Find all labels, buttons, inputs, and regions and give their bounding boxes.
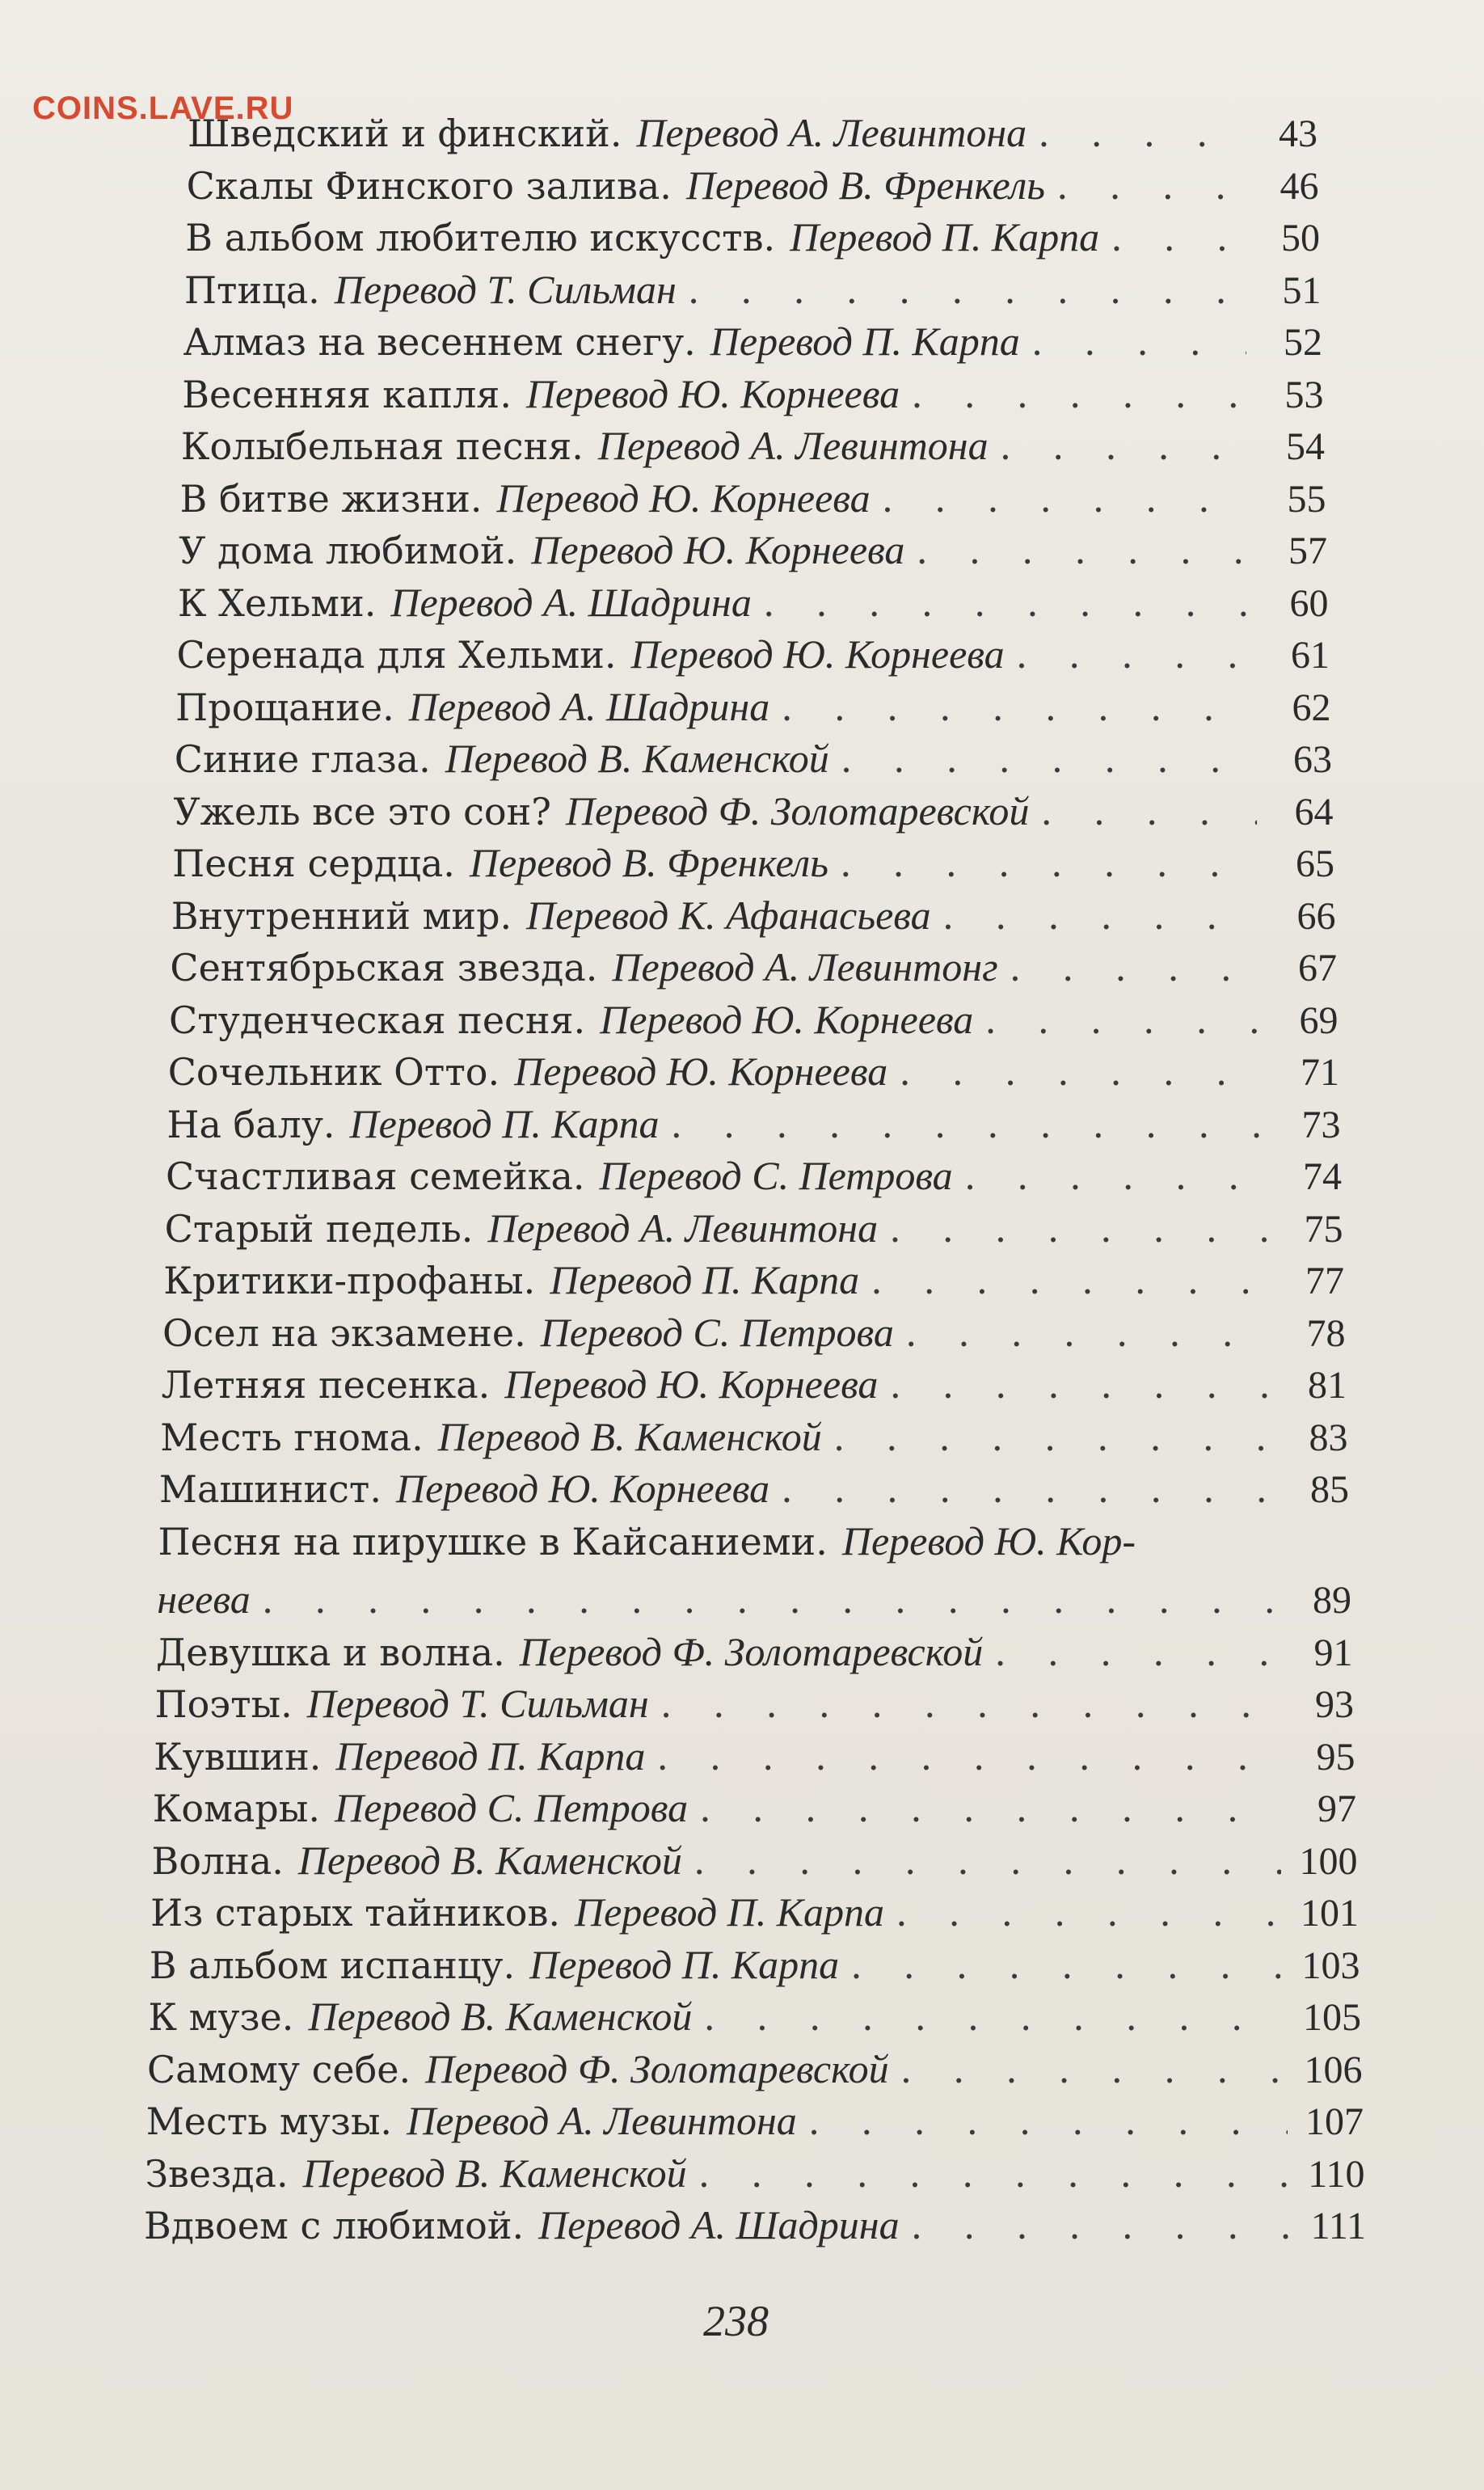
- toc-entry-title: Песня сердца.: [172, 842, 455, 885]
- dot-leader: [840, 841, 1258, 886]
- toc-entry-page: 57: [1288, 530, 1327, 572]
- toc-entry: [168, 1049, 1339, 1094]
- toc-entry-page: 101: [1300, 1892, 1359, 1935]
- dot-leader: [964, 1154, 1266, 1199]
- dot-leader: [889, 1206, 1267, 1251]
- toc-entry-title: Кувшин.: [154, 1734, 322, 1779]
- toc-entry-translator: Перевод А. Левинтона: [407, 2098, 797, 2143]
- toc-entry-title: Сочельник Отто.: [167, 1050, 500, 1094]
- toc-entry-page: 46: [1280, 164, 1319, 208]
- dot-leader: [656, 1734, 1279, 1779]
- toc-entry: [144, 2202, 1366, 2247]
- toc-entry-title: Весенняя капля.: [182, 372, 512, 416]
- dot-leader: [1040, 789, 1257, 834]
- toc-entry-translator: Перевод К. Афанасьева: [526, 892, 931, 938]
- toc-entry-page: 93: [1315, 1683, 1354, 1726]
- dot-leader: [1016, 632, 1254, 677]
- dot-leader: [808, 2099, 1288, 2144]
- toc-entry-page: 107: [1305, 2100, 1364, 2143]
- toc-entry-page: 100: [1299, 1839, 1358, 1883]
- toc-entry-page: 103: [1301, 1943, 1360, 1987]
- toc-entry-translator: Перевод А. Шадрина: [408, 683, 770, 729]
- toc-entry-translator: Перевод П. Карпа: [529, 1941, 840, 1987]
- dot-leader: [841, 736, 1256, 782]
- toc-entry: [160, 1414, 1347, 1459]
- toc-entry-page: 110: [1308, 2152, 1365, 2196]
- dot-leader: [1010, 945, 1261, 990]
- toc-entry-translator: Перевод П. Карпа: [349, 1100, 660, 1146]
- toc-entry-translator: Перевод П. Карпа: [550, 1257, 860, 1302]
- dot-leader: [262, 1577, 1275, 1623]
- dot-leader: [889, 1362, 1271, 1407]
- toc-entry-translator: Перевод С. Петрова: [334, 1785, 689, 1830]
- toc-entry-title: Шведский и финский.: [188, 112, 622, 155]
- toc-entry-translator: Перевод В. Каменской: [297, 1837, 682, 1883]
- toc-entry-page: 81: [1307, 1364, 1347, 1407]
- toc-entry-title: Девушка и волна.: [155, 1630, 505, 1674]
- toc-entry: [172, 840, 1334, 885]
- dot-leader: [1000, 424, 1249, 469]
- dot-leader: [703, 1994, 1285, 2040]
- toc-entry-title: Самому себе.: [147, 2047, 411, 2091]
- toc-entry: [162, 1361, 1347, 1407]
- toc-entry: [170, 944, 1337, 990]
- toc-entry: [171, 893, 1336, 938]
- dot-leader: [698, 2151, 1289, 2197]
- dot-leader: [671, 1102, 1265, 1147]
- toc-entry: [159, 1466, 1349, 1511]
- page-number: 238: [703, 2297, 769, 2345]
- toc-entry-page: 67: [1297, 947, 1337, 990]
- toc-entry-title: В альбом испанцу.: [149, 1943, 516, 1987]
- toc-entry: [185, 214, 1320, 260]
- toc-entry: [156, 1629, 1353, 1674]
- toc-entry-translator: Перевод В. Каменской: [437, 1413, 822, 1459]
- toc-entry-translator: Перевод С. Петрова: [540, 1309, 894, 1355]
- toc-entry: [162, 1310, 1346, 1355]
- toc-entry-page: 73: [1301, 1103, 1341, 1146]
- toc-entry: [181, 423, 1325, 468]
- toc-entry: [169, 997, 1338, 1042]
- toc-entry-page: 105: [1302, 1996, 1361, 2039]
- dot-leader: [781, 685, 1254, 730]
- toc-entry: [150, 1942, 1360, 1987]
- toc-entry-title: Машинист.: [158, 1467, 382, 1511]
- toc-entry-translator: Перевод П. Карпа: [790, 214, 1100, 260]
- dot-leader: [699, 1786, 1280, 1831]
- toc-entry-translator: Перевод Ю. Корнеева: [514, 1049, 888, 1094]
- dot-leader: [694, 1838, 1282, 1884]
- toc-entry-title: Волна.: [151, 1838, 284, 1883]
- toc-entry-page: 97: [1317, 1787, 1356, 1830]
- toc-entry: [173, 788, 1333, 834]
- toc-entry: [148, 1994, 1361, 2039]
- toc-entry: [155, 1681, 1355, 1726]
- dot-leader: [833, 1415, 1272, 1460]
- toc-entry-page: 51: [1282, 268, 1322, 312]
- toc-entry: [180, 475, 1326, 521]
- toc-entry-translator: Перевод В. Френкель: [685, 162, 1046, 208]
- toc-entry-translator: Перевод В. Каменской: [445, 736, 829, 781]
- toc-entry-translator: Перевод Ю. Корнеева: [396, 1466, 770, 1511]
- toc-entry-title: Летняя песенка.: [161, 1363, 491, 1407]
- toc-entry-title: На балу.: [167, 1102, 335, 1146]
- dot-leader: [900, 2047, 1287, 2092]
- toc-entry-title: Птица.: [183, 268, 320, 312]
- toc-entry: [183, 319, 1322, 364]
- toc-entry-title: Звезда.: [145, 2151, 289, 2196]
- dot-leader: [871, 1258, 1268, 1303]
- toc-entry-page: 91: [1313, 1631, 1353, 1674]
- toc-entry: [167, 1101, 1340, 1146]
- toc-entry-page: 65: [1295, 842, 1334, 885]
- toc-entry-title: Счастливая семейка.: [166, 1154, 585, 1198]
- toc-entry-page: 83: [1309, 1416, 1348, 1459]
- toc-entry-title: Серенада для Хельми.: [176, 633, 617, 677]
- toc-entry-title: Критики-профаны.: [163, 1259, 536, 1302]
- toc-entry-page: 69: [1299, 998, 1339, 1042]
- toc-entry-page: 111: [1310, 2205, 1366, 2247]
- toc-entry-page: 89: [1312, 1579, 1351, 1622]
- toc-entry: [188, 110, 1317, 155]
- dot-leader: [916, 528, 1251, 573]
- toc-entry-translator: неева: [157, 1576, 251, 1622]
- toc-entry-title: Внутренний мир.: [171, 893, 512, 938]
- toc-entry-title: Песня на пирушке в Кайсаниеми.: [158, 1519, 828, 1564]
- dot-leader: [994, 1630, 1276, 1675]
- toc-entry-translator: Перевод Ф. Золотаревской: [425, 2045, 889, 2091]
- dot-leader: [850, 1943, 1284, 1988]
- toc-entry-title: Месть музы.: [145, 2100, 393, 2143]
- toc-entry: [187, 162, 1319, 208]
- toc-entry-title: Комары.: [152, 1787, 320, 1830]
- toc-entry-translator: Перевод В. Каменской: [302, 2150, 687, 2196]
- toc-entry-page: 71: [1300, 1051, 1339, 1094]
- dot-leader: [763, 580, 1253, 626]
- toc-entry-translator: Перевод В. Френкель: [469, 840, 828, 885]
- toc-entry-title: Вдвоем с любимой.: [144, 2204, 525, 2247]
- toc-entry-translator: Перевод Т. Сильман: [334, 266, 677, 312]
- toc-entry: [163, 1257, 1344, 1302]
- toc-entry-translator: Перевод А. Левинтона: [487, 1205, 879, 1251]
- toc-entry-title: Старый педель.: [164, 1206, 474, 1251]
- toc-entry-page: 61: [1291, 634, 1330, 677]
- dot-leader: [1111, 215, 1244, 260]
- toc-entry-page: 50: [1280, 217, 1320, 260]
- toc-entry: [147, 2046, 1362, 2091]
- toc-entry-title: К Хельми.: [177, 580, 377, 625]
- toc-entry: [145, 2150, 1364, 2196]
- toc-entry-translator: Перевод А. Левинтона: [597, 423, 989, 468]
- toc-entry-title: Прощание.: [175, 685, 394, 729]
- toc-entry-page: 54: [1285, 425, 1325, 468]
- dot-leader: [1031, 319, 1246, 365]
- toc-entry-translator: Перевод А. Левинтонг: [612, 944, 998, 990]
- toc-entry-page: 55: [1287, 477, 1326, 521]
- toc-entry: [166, 1153, 1342, 1198]
- toc-entry: [158, 1518, 1351, 1564]
- dot-leader: [984, 998, 1262, 1043]
- toc-entry-page: 66: [1296, 894, 1336, 938]
- dot-leader: [942, 893, 1260, 939]
- toc-entry: [157, 1576, 1351, 1622]
- toc-entry-translator: Перевод П. Карпа: [575, 1889, 884, 1935]
- watermark: COINS.LAVE.RU: [32, 91, 294, 126]
- toc-entry-translator: Перевод Т. Сильман: [306, 1681, 649, 1726]
- toc-entry-title: Осел на экзамене.: [162, 1310, 526, 1355]
- toc-entry-translator: Перевод С. Петрова: [599, 1153, 953, 1198]
- toc-entry: [154, 1733, 1355, 1779]
- toc-entry: [184, 267, 1322, 312]
- toc-entry-title: В альбом любителю искусств.: [185, 216, 776, 260]
- toc-entry-page: 62: [1292, 686, 1331, 729]
- toc-entry-title: Колыбельная песня.: [180, 424, 584, 468]
- toc-entry-page: 77: [1305, 1260, 1344, 1302]
- toc-entry-title: Ужель все это сон?: [173, 789, 551, 834]
- toc-entry: [179, 527, 1327, 572]
- toc-entry-title: Синие глаза.: [174, 737, 431, 781]
- dot-leader: [905, 1310, 1270, 1356]
- toc-entry: [177, 631, 1330, 677]
- toc-entry: [178, 580, 1329, 625]
- toc-entry-title: У дома любимой.: [179, 529, 517, 572]
- toc-entry: [153, 1785, 1356, 1830]
- toc-entry-page: 78: [1306, 1311, 1346, 1355]
- dot-leader: [882, 476, 1250, 521]
- toc-entry-translator: Перевод А. Левинтона: [636, 110, 1027, 155]
- toc-entry-page: 75: [1304, 1207, 1343, 1251]
- toc-entry-page: 85: [1309, 1468, 1349, 1511]
- toc-entry: [182, 371, 1323, 416]
- toc-entry-page: 60: [1289, 581, 1329, 625]
- toc-entry-title: Месть гнома.: [160, 1415, 424, 1459]
- toc-entry-translator: Перевод Ю. Кор-: [841, 1517, 1136, 1564]
- toc-entry-title: Сентябрьская звезда.: [170, 946, 598, 990]
- toc-entry: [175, 684, 1330, 729]
- dot-leader: [911, 372, 1247, 417]
- toc-entry-translator: Перевод Ю. Корнеева: [600, 996, 974, 1042]
- toc-entry-translator: Перевод Ф. Золотаревской: [519, 1628, 984, 1674]
- dot-leader: [660, 1682, 1278, 1727]
- toc-entry-title: В битве жизни.: [179, 476, 483, 521]
- toc-entry-page: 64: [1294, 790, 1334, 834]
- toc-entry-title: Из старых тайников.: [150, 1891, 560, 1935]
- toc-entry: [165, 1205, 1343, 1251]
- toc-entry-page: 106: [1304, 2048, 1363, 2091]
- dot-leader: [1038, 111, 1242, 156]
- toc-entry-page: 52: [1283, 321, 1322, 364]
- dot-leader: [899, 1049, 1263, 1095]
- dot-leader: [688, 268, 1246, 313]
- toc-entry: [150, 1889, 1359, 1935]
- toc-entry: [146, 2098, 1364, 2143]
- toc-entry-title: Скалы Финского залива.: [186, 163, 672, 208]
- toc-entry-title: Студенческая песня.: [169, 998, 586, 1042]
- toc-entry-page: 63: [1292, 738, 1332, 781]
- toc-entry: [175, 736, 1332, 781]
- toc-entry-page: 95: [1316, 1735, 1355, 1779]
- toc-entry-translator: Перевод П. Карпа: [710, 319, 1020, 364]
- toc-entry-page: 74: [1303, 1155, 1342, 1198]
- toc-entry-translator: Перевод В. Каменской: [308, 1994, 693, 2039]
- toc-entry-page: 53: [1284, 373, 1324, 416]
- toc-entry-translator: Перевод А. Шадрина: [390, 579, 752, 625]
- toc-entry-translator: Перевод А. Шадрина: [538, 2202, 900, 2247]
- toc-entry-translator: Перевод Ю. Корнеева: [630, 631, 1005, 677]
- toc-entry-translator: Перевод Ю. Корнеева: [504, 1361, 879, 1407]
- dot-leader: [911, 2203, 1290, 2248]
- toc-entry-title: К музе.: [148, 1995, 294, 2039]
- dot-leader: [781, 1467, 1273, 1512]
- toc-entry-translator: Перевод Ю. Корнеева: [525, 370, 900, 416]
- dot-leader: [1056, 163, 1242, 209]
- dot-leader: [896, 1890, 1283, 1935]
- toc-entry-translator: Перевод П. Карпа: [335, 1732, 646, 1779]
- toc-entry-translator: Перевод Ю. Корнеева: [496, 475, 871, 521]
- toc-entry-title: Алмаз на весеннем снегу.: [183, 320, 696, 364]
- toc-entry-translator: Перевод Ф. Золотаревской: [565, 787, 1030, 834]
- toc-entry-page: 43: [1279, 112, 1317, 155]
- toc-entry: [151, 1838, 1357, 1883]
- toc-entry-title: Поэты.: [154, 1682, 293, 1726]
- toc-entry-translator: Перевод Ю. Корнеева: [531, 527, 905, 572]
